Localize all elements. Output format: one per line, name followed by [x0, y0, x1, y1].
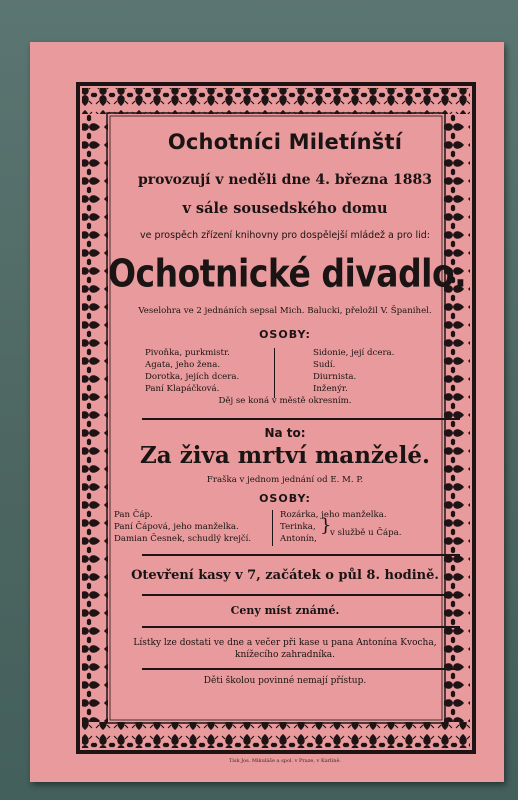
- purpose-line: ve prospěch zřízení knihovny pro dospělejší mládež a pro lid:: [140, 230, 430, 241]
- play2-cast-divider: [272, 510, 273, 546]
- date-line: provozují v neděli dne 4. března 1883: [137, 172, 432, 188]
- play1-cast-right-1: Sidonie, její dcera.: [313, 348, 395, 358]
- cast-brace: }: [320, 515, 332, 536]
- play2-cast-left-2: Paní Čápová, jeho manželka.: [114, 522, 239, 532]
- play1-cast-left-4: Paní Klapáčková.: [145, 384, 220, 394]
- divider-1: [142, 418, 460, 420]
- divider-3: [142, 594, 460, 596]
- play2-cast-left-1: Pan Čáp.: [114, 510, 153, 520]
- play1-cast-left-3: Dorotka, jejích dcera.: [145, 372, 240, 382]
- play1-title: Ochotnické divadlo.: [108, 251, 467, 296]
- play1-cast-left-2: Agata, jeho žena.: [145, 360, 221, 370]
- play2-cast-right-1: Rozárka, jeho manželka.: [280, 510, 387, 520]
- printer-credit: Tisk Jos. Mikuláše a spol. v Praze, v Karlíně.: [228, 758, 342, 764]
- venue-line: v sále sousedského domu: [182, 200, 388, 217]
- play2-title: Za živa mrtví manželé.: [140, 442, 430, 469]
- notice-line: Děti školou povinné nemají přístup.: [203, 676, 367, 686]
- divider-5: [142, 668, 460, 670]
- play1-cast-right-2: Sudí.: [313, 360, 336, 370]
- play2-cast-right-3: Antonín,: [280, 534, 317, 544]
- play1-cast-divider: [274, 348, 275, 398]
- play1-setting: Děj se koná v městě okresním.: [218, 396, 352, 406]
- play2-subtitle: Fraška v jednom jednání od E. M. P.: [206, 475, 364, 485]
- play2-cast-left-3: Damian Česnek, schudlý krejčí.: [114, 534, 252, 544]
- tickets-line-1: Lístky lze dostati ve dne a večer při kase u pana Antonína Kvocha,: [133, 638, 437, 648]
- divider-2: [142, 554, 460, 556]
- play2-cast-right-2: Terinka,: [280, 522, 316, 532]
- then-label: Na to:: [264, 426, 306, 440]
- play2-cast-heading: OSOBY:: [259, 492, 311, 505]
- box-office-line: Otevření kasy v 7, začátek o půl 8. hodině.: [131, 568, 439, 583]
- prices-line: Ceny míst známé.: [230, 604, 340, 617]
- play2-cast-right-note: v službě u Čápa.: [330, 528, 402, 538]
- poster-sheet: [30, 42, 504, 782]
- play1-subtitle: Veselohra ve 2 jednáních sepsal Mich. Balucki, přeložil V. Španihel.: [138, 306, 432, 316]
- poster-title: Ochotníci Miletínští: [167, 130, 403, 154]
- play1-cast-heading: OSOBY:: [259, 328, 311, 341]
- tickets-line-2: knížecího zahradníka.: [235, 650, 335, 660]
- play1-cast-right-4: Inženýr.: [313, 384, 348, 394]
- play1-cast-left-1: Pivoňka, purkmistr.: [145, 348, 230, 358]
- play1-cast-right-3: Diurnista.: [313, 372, 357, 382]
- divider-4: [142, 626, 460, 628]
